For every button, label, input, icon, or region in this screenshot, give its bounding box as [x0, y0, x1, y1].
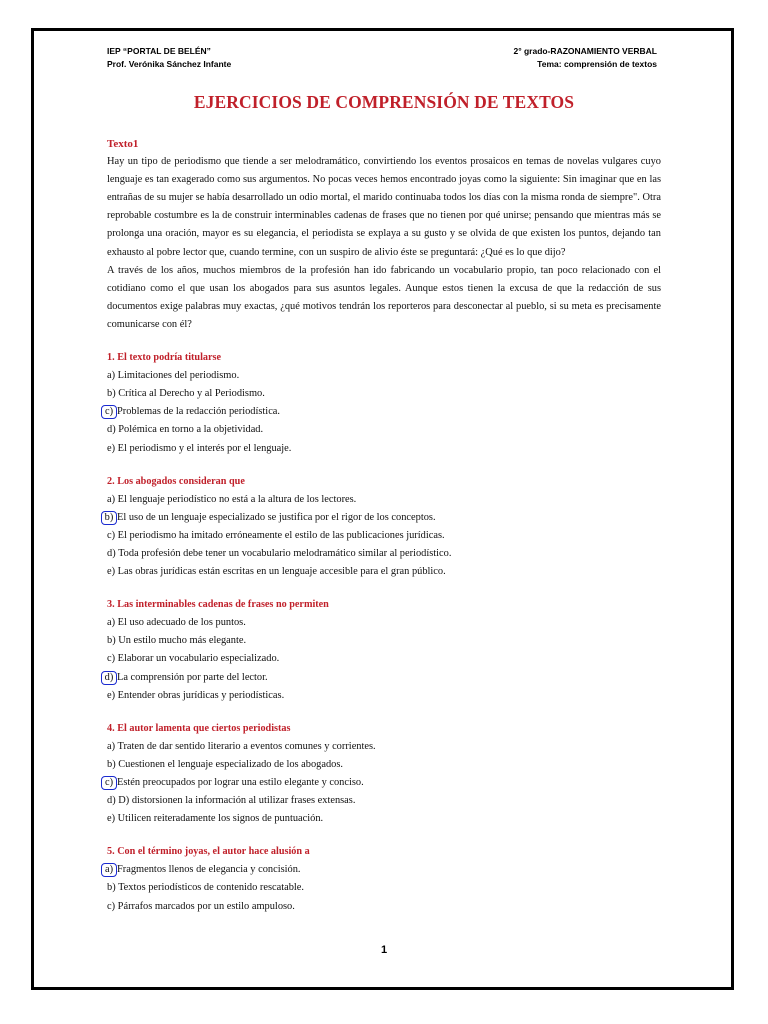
answer-option [107, 440, 661, 458]
option-text: La comprensión por parte del lector. [117, 671, 268, 683]
answer-option [107, 810, 661, 828]
circled-answer-letter: c) [101, 776, 117, 790]
option-letter: d) [107, 795, 116, 807]
option-text: Párrafos marcados por un estilo ampuloso. [115, 900, 295, 912]
question-title: 4. El autor lamenta que ciertos periodistas [107, 722, 291, 734]
answer-option [107, 491, 661, 509]
option-text: D) distorsionen la información al utilizar frases extensas. [115, 795, 356, 807]
answer-option-selected [104, 669, 661, 687]
answer-option [107, 879, 661, 897]
circled-answer-letter: c) [101, 405, 117, 419]
circled-answer-letter: a) [101, 863, 117, 877]
option-letter: a) [107, 740, 116, 752]
option-letter: e) [107, 566, 116, 578]
text-paragraph-2: A través de los años, muchos miembros de la profesión han ido fabricando un vocabulario propio, tan poco relacionado con el cotidiano como el que usan los abogados para sus asuntos legales. Aunque estos tienen la excusa de que la redacción de sus documentos exige palabras muy exactas, ¿qué motivos tendrán los reporteros para desconectar al pueblo, si su meta es precisamente comunicarse con él? [107, 264, 661, 330]
answer-option-selected [104, 861, 661, 879]
header-right [514, 45, 658, 71]
teacher-name: Prof. Verónika Sánchez Infante [107, 59, 232, 69]
option-text: Entender obras jurídicas y periodísticas. [115, 689, 285, 701]
answer-option [107, 792, 661, 810]
option-text: Cuestionen el lenguaje especializado de los abogados. [115, 758, 344, 770]
answer-option-selected [104, 774, 661, 792]
option-letter: b) [107, 388, 116, 400]
option-letter: d) [107, 424, 116, 436]
option-letter: c) [107, 900, 116, 912]
option-text: Un estilo mucho más elegante. [115, 635, 247, 647]
option-letter: d) [107, 547, 116, 559]
option-letter: b) [107, 635, 116, 647]
question-title: 2. Los abogados consideran que [107, 475, 245, 487]
answer-option [107, 563, 661, 581]
answer-option [107, 614, 661, 632]
option-text: Traten de dar sentido literario a eventos comunes y corrientes. [115, 740, 376, 752]
option-letter: a) [107, 370, 116, 382]
option-letter: e) [107, 689, 116, 701]
question-title: 3. Las interminables cadenas de frases no permiten [107, 599, 329, 611]
option-text: Problemas de la redacción periodística. [117, 406, 281, 418]
answer-option [107, 687, 661, 705]
question-1 [104, 349, 661, 458]
circled-answer-letter: d) [101, 671, 117, 685]
answer-option [107, 738, 661, 756]
answer-option [107, 650, 661, 668]
answer-option [107, 385, 661, 403]
page-number: 1 [380, 944, 388, 956]
answer-option [107, 898, 661, 916]
option-text: El periodismo y el interés por el lenguaje. [115, 442, 292, 454]
option-letter: c) [107, 529, 116, 541]
option-text: Fragmentos llenos de elegancia y concisión. [117, 864, 301, 876]
answer-option [107, 545, 661, 563]
questions-list [104, 349, 661, 916]
option-text: Estén preocupados por lograr una estilo elegante y conciso. [117, 777, 364, 788]
question-5 [104, 843, 661, 915]
topic: Tema: comprensión de textos [537, 59, 657, 69]
option-text: Utilicen reiteradamente los signos de puntuación. [115, 813, 324, 825]
answer-option [107, 367, 661, 385]
document-body [104, 135, 661, 916]
school-name: IEP “PORTAL DE BELÉN” [107, 46, 211, 56]
header-left [107, 45, 231, 71]
answer-option-selected [104, 509, 661, 527]
option-text: Elaborar un vocabulario especializado. [115, 653, 280, 665]
text-paragraph-1: Hay un tipo de periodismo que tiende a ser melodramático, convirtiendo los eventos prosaicos en temas de novelas vulgares cuyo lenguaje es tan exagerado como sus argumentos. No pocas veces hemos encontrado joyas como la siguiente: Sin imaginar que en las entrañas de su mujer se había desarrollado un odio mortal, el marido continuaba todos los días con la misma ronda de siempre". Otra reprobable costumbre es la de construir interminables cadenas de frases que no tienen por qué unirse; pensando que mientras más se prolonga una oración, mayor es su elegancia, el periodista se explaya a su gusto y se olvida de que existen los puntos, dejando tan exhausto al pobre lector que, cuando termine, con un suspiro de alivio éste se preguntará: ¿Qué es lo que dijo? [107, 156, 661, 258]
option-text: El uso de un lenguaje especializado se justifica por el rigor de los conceptos. [117, 511, 436, 523]
option-text: Limitaciones del periodismo. [115, 370, 240, 382]
option-text: El uso adecuado de los puntos. [115, 617, 246, 629]
option-letter: b) [107, 758, 116, 770]
option-text: Toda profesión debe tener un vocabulario melodramático similar al periodístico. [115, 547, 452, 559]
option-letter: e) [107, 813, 116, 825]
question-title: 5. Con el término joyas, el autor hace alusión a [107, 846, 310, 858]
option-text: Polémica en torno a la objetividad. [115, 424, 264, 436]
answer-option [107, 527, 661, 545]
question-title: 1. El texto podría titularse [107, 352, 222, 364]
option-letter: e) [107, 442, 116, 454]
option-letter: a) [107, 617, 116, 629]
answer-option [107, 632, 661, 650]
answer-option [107, 421, 661, 439]
option-letter: c) [107, 653, 116, 665]
answer-option-selected [104, 403, 661, 421]
option-text: Crítica al Derecho y al Periodismo. [115, 388, 265, 400]
option-text: Textos periodísticos de contenido rescatable. [115, 882, 305, 894]
grade-subject: 2° grado-RAZONAMIENTO VERBAL [513, 46, 657, 56]
question-2 [104, 473, 661, 582]
option-text: Las obras jurídicas están escritas en un lenguaje accesible para el gran público. [115, 566, 446, 578]
option-letter: a) [107, 493, 116, 505]
text-label: Texto1 [107, 138, 139, 150]
question-4 [104, 720, 661, 829]
answer-option [107, 756, 661, 774]
option-text: El periodismo ha imitado erróneamente el estilo de las publicaciones jurídicas. [115, 529, 445, 541]
circled-answer-letter: b) [101, 511, 117, 525]
page-title: EJERCICIOS DE COMPRENSIÓN DE TEXTOS [193, 92, 575, 112]
question-3 [104, 596, 661, 705]
option-letter: b) [107, 882, 116, 894]
option-text: El lenguaje periodístico no está a la altura de los lectores. [115, 493, 357, 505]
